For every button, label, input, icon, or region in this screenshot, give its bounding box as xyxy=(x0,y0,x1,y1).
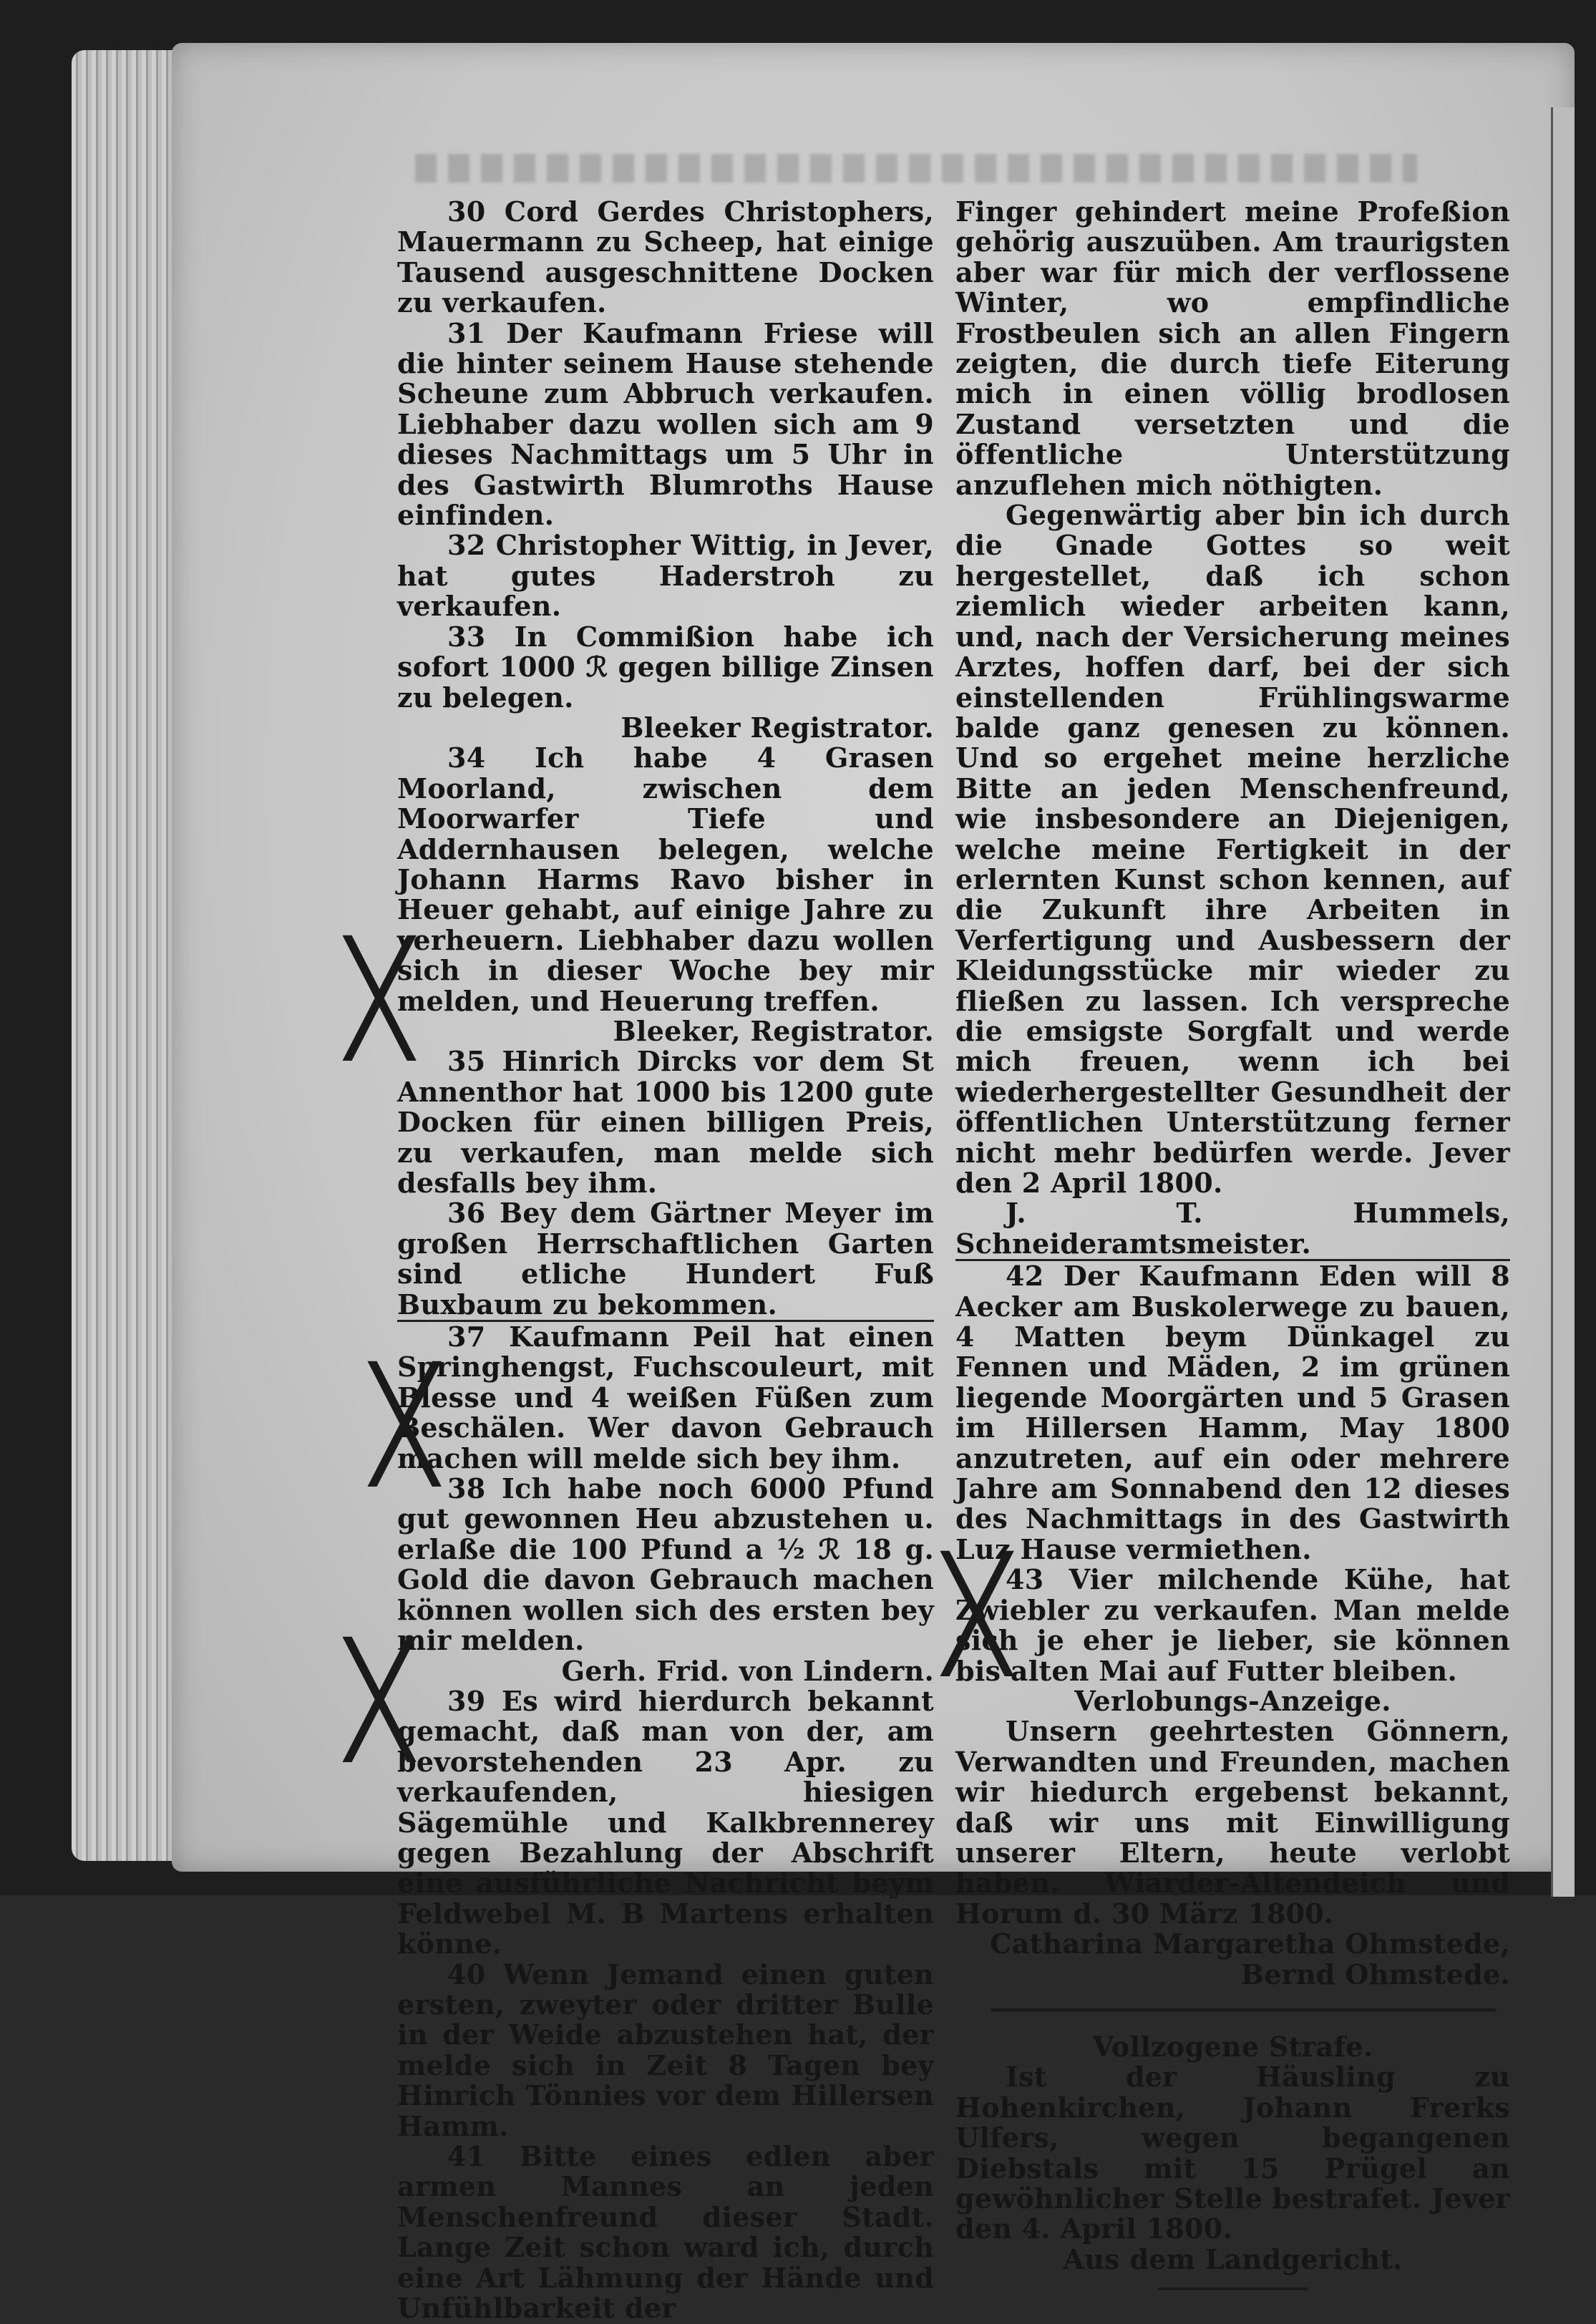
punishment-text: Ist der Häusling zu Hohenkirchen, Johann Frerks Ulfers, wegen begangenen Diebstals mit 15 Prügel an gewöhnlicher Stelle bestrafet. Jever den 4. April 1800. xyxy=(955,2061,1510,2245)
notice-42: 42 Der Kaufmann Eden will 8 Aecker am Buskolerwege zu bauen, 4 Matten beym Dünkagel zu Fennen und Mäden, 2 im grünen liegende Moorgärten und 5 Grasen im Hillersen Hamm, May 1800 anzutreten, auf ein oder mehrere Jahre am Sonnabend den 12 dieses des Nachmittags in des Gastwirth Luz Hause vermiethen. xyxy=(955,1260,1510,1565)
left-column xyxy=(397,197,934,2323)
notice-41: 41 Bitte eines edlen aber armen Mannes an jeden Menschenfreund dieser Stadt. Lange Zeit schon ward ich, durch eine Art Lähmung der Hände und Unfühlbarkeit der xyxy=(397,2140,934,2324)
notice-43: 43 Vier milchende Kühe, hat Zwiebler zu verkaufen. Man melde sich je eher je lieber, sie können bis alten Mai auf Futter bleiben. xyxy=(955,1563,1510,1687)
closing-rule xyxy=(1158,2287,1308,2290)
engagement-name-1: Catharina Margaretha Ohmstede, xyxy=(990,1927,1510,1960)
handwritten-x-mark: ╳ xyxy=(347,936,412,1061)
notice-33: 33 In Commißion habe ich sofort 1000 ℛ gegen billige Zinsen zu belegen. xyxy=(397,620,934,714)
notice-39: 39 Es wird hierdurch bekannt gemacht, daß man von der, am bevorstehenden 23 Apr. zu verkaufenden, hiesigen Sägemühle und Kalkbrennerey gegen Bezahlung der Abschrift eine ausführliche Nachricht beym Feldwebel M. B Martens erhalten könne. xyxy=(397,1684,934,1960)
engagement-text: Unsern geehrtesten Gönnern, Verwandten und Freunden, machen wir hiedurch ergebenst bekannt, daß wir uns mit Einwilligung unserer Eltern, heute verlobt haben. Wiarder-Altendeich und Horum d. 30 März 1800. xyxy=(955,1715,1510,1930)
notice-34-signature: Bleeker, Registrator. xyxy=(613,1014,934,1047)
punishment-heading: Vollzogene Strafe. xyxy=(1092,2030,1373,2063)
notice-37: 37 Kaufmann Peil hat einen Springhengst, Fuchscouleurt, mit Blesse und 4 weißen Füßen zum Beschälen. Wer davon Gebrauch machen will melde sich bey ihm. xyxy=(397,1321,934,1474)
bleed-through-text xyxy=(415,154,1417,183)
section-divider xyxy=(991,2008,1496,2012)
notice-41-paragraph-2: Gegenwärtig aber bin ich durch die Gnade Gottes so weit hergestellet, daß ich schon ziemlich wieder arbeiten kann, und, nach der Versicherung meines Arztes, hoffen darf, bei der sich einstellenden Frühlingswarme balde ganz genesen zu können. Und so ergehet meine herzliche Bitte an jeden Menschenfreund, wie insbesondere an Diejenigen, welche meine Fertigkeit in der erlernten Kunst schon kennen, auf die Zukunft ihre Arbeiten in Verfertigung und Ausbessern der Kleidungsstücke mir wieder zu fließen zu lassen. Ich verspreche die emsigste Sorgfalt und werde mich freuen, wenn ich bei wiederhergestellter Gesundheit der öffentlichen Unterstützung ferner nicht mehr bedürfen werde. Jever den 2 April 1800. xyxy=(955,499,1510,1199)
notice-33-signature: Bleeker Registrator. xyxy=(621,711,934,744)
engagement-name-2: Bernd Ohmstede. xyxy=(1240,1958,1510,1990)
handwritten-x-mark: ╳ xyxy=(372,1362,437,1487)
notice-32: 32 Christopher Wittig, in Jever, hat gutes Haderstroh zu verkaufen. xyxy=(397,529,934,623)
notice-35: 35 Hinrich Dircks vor dem St Annenthor hat 1000 bis 1200 gute Docken für einen billigen Preis, zu verkaufen, man melde sich desfalls bey ihm. xyxy=(397,1045,934,1199)
notice-38-signature: Gerh. Frid. von Lindern. xyxy=(561,1654,934,1687)
notice-40: 40 Wenn Jemand einen guten ersten, zweyter oder dritter Bulle in der Weide abzustehen hat, der melde sich in Zeit 8 Tagen bey Hinrich Tönnies vor dem Hillersen Hamm. xyxy=(397,1958,934,2142)
engagement-heading: Verlobungs-Anzeige. xyxy=(1074,1684,1391,1717)
page-edges xyxy=(72,50,179,1861)
notice-38: 38 Ich habe noch 6000 Pfund gut gewonnen Heu abzustehen u. erlaße die 100 Pfund a ½ ℛ 18 g. Gold die davon Gebrauch machen können wollen sich des ersten bey mir melden. xyxy=(397,1472,934,1657)
notice-36: 36 Bey dem Gärtner Meyer im großen Herrschaftlichen Garten sind etliche Hundert Fuß Buxbaum zu bekommen. xyxy=(397,1198,934,1322)
right-column xyxy=(955,197,1510,2290)
handwritten-x-mark: ╳ xyxy=(945,1552,1010,1676)
notice-30: 30 Cord Gerdes Christophers, Mauermann zu Scheep, hat einige Tausend ausgeschnittene Docken zu verkaufen. xyxy=(397,195,934,319)
notice-41-continuation: Finger gehindert meine Profeßion gehörig auszuüben. Am traurigsten aber war für mich der verflossene Winter, wo empfindliche Frostbeulen sich an allen Fingern zeigten, die durch tiefe Eiterung mich in einen völlig brodlosen Zustand versetzten und die öffentliche Unterstützung anzuflehen mich nöthigten. xyxy=(955,195,1510,501)
handwritten-x-mark: ╳ xyxy=(347,1638,412,1762)
next-page-edge xyxy=(1551,107,1575,1897)
punishment-signature: Aus dem Landgericht. xyxy=(1063,2242,1403,2275)
notice-41-signature: J. T. Hummels, Schneideramtsmeister. xyxy=(955,1198,1510,1261)
notice-34: 34 Ich habe 4 Grasen Moorland, zwischen dem Moorwarfer Tiefe und Addernhausen belegen, welche Johann Harms Ravo bisher in Heuer gehabt, auf einige Jahre zu verheuern. Liebhaber dazu wollen sich in dieser Woche bey mir melden, und Heuerung treffen. xyxy=(397,742,934,1017)
notice-31: 31 Der Kaufmann Friese will die hinter seinem Hause stehende Scheune zum Abbruch verkaufen. Liebhaber dazu wollen sich am 9 dieses Nachmittags um 5 Uhr in des Gastwirth Blumroths Hause einfinden. xyxy=(397,316,934,532)
